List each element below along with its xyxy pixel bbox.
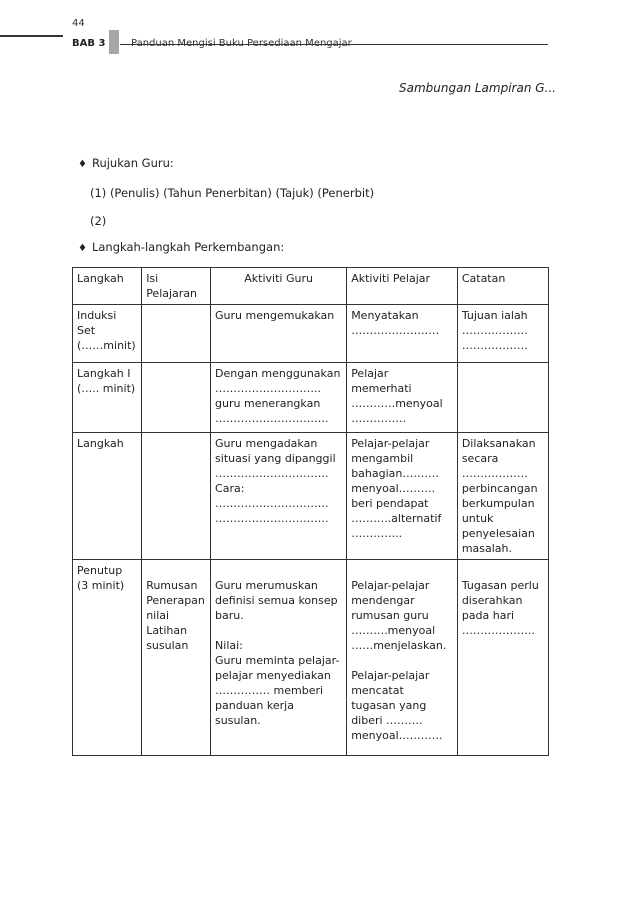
table-cell: Penutup (3 minit)	[73, 560, 142, 756]
table-row	[73, 433, 549, 560]
page-number: 44	[72, 18, 85, 29]
header-cell-langkah: Langkah	[73, 268, 142, 305]
table-cell: Induksi Set (……minit)	[73, 305, 142, 363]
chapter-marker	[109, 30, 119, 54]
continuation-note: Sambungan Lampiran G...	[398, 81, 556, 95]
rujukan-item: (2)	[90, 214, 107, 228]
table-row	[73, 305, 549, 363]
table-cell: Tujuan ialah ……………… ………………	[457, 305, 548, 363]
chapter-label: BAB 3	[72, 38, 106, 49]
table-cell: Dengan menggunakan ……………………….. guru menerangkan ………………………….	[211, 363, 347, 433]
table-header-row	[73, 268, 549, 305]
table-cell: Rumusan Penerapan nilai Latihan susulan	[142, 560, 211, 756]
table-cell	[142, 305, 211, 363]
header-rule	[120, 44, 548, 45]
table-cell: Pelajar-pelajar mengambil bahagian………. menyoal………. beri pendapat ………..alternatif …………..	[347, 433, 458, 560]
table-cell: Pelajar-pelajar mendengar rumusan guru ……….menyoal ……menjelaskan. Pelajar-pelajar mencatat tugasan yang diberi ………. menyoal…………	[347, 560, 458, 756]
header-cell-aktiviti-guru: Aktiviti Guru	[211, 268, 347, 305]
rujukan-item: (1) (Penulis) (Tahun Penerbitan) (Tajuk) (Penerbit)	[90, 186, 375, 200]
table-cell: Tugasan perlu diserahkan pada hari ………………..	[457, 560, 548, 756]
table-cell	[142, 433, 211, 560]
langkah-heading-text: Langkah-langkah Perkembangan:	[91, 240, 285, 254]
table-cell: Menyatakan ……………………	[347, 305, 458, 363]
lesson-plan-table	[72, 267, 549, 756]
diamond-bullet-icon: ♦	[78, 243, 87, 254]
table-row	[73, 560, 549, 756]
rujukan-heading	[78, 156, 174, 170]
table-cell	[457, 363, 548, 433]
table-cell: Langkah	[73, 433, 142, 560]
diamond-bullet-icon: ♦	[78, 159, 87, 170]
table-cell: Guru mengadakan situasi yang dipanggil …………………………. Cara: …………………………. ………………………….	[211, 433, 347, 560]
table-cell: Guru mengemukakan	[211, 305, 347, 363]
table-cell	[142, 363, 211, 433]
langkah-heading	[78, 240, 284, 254]
table-cell: Langkah I (….. minit)	[73, 363, 142, 433]
table-cell: Dilaksanakan secara ……………… perbincangan berkumpulan untuk penyelesaian masalah.	[457, 433, 548, 560]
table-row	[73, 363, 549, 433]
table-cell: Pelajar memerhati …………menyoal ……………	[347, 363, 458, 433]
header-cell-isi: Isi Pelajaran	[142, 268, 211, 305]
table-cell: Guru merumuskan definisi semua konsep baru. Nilai: Guru meminta pelajar- pelajar menyediakan …………… memberi panduan kerja susulan.	[211, 560, 347, 756]
header-cell-aktiviti-pelajar: Aktiviti Pelajar	[347, 268, 458, 305]
rujukan-heading-text: Rujukan Guru:	[91, 156, 174, 170]
header-rule-left	[0, 35, 63, 37]
header-cell-catatan: Catatan	[457, 268, 548, 305]
